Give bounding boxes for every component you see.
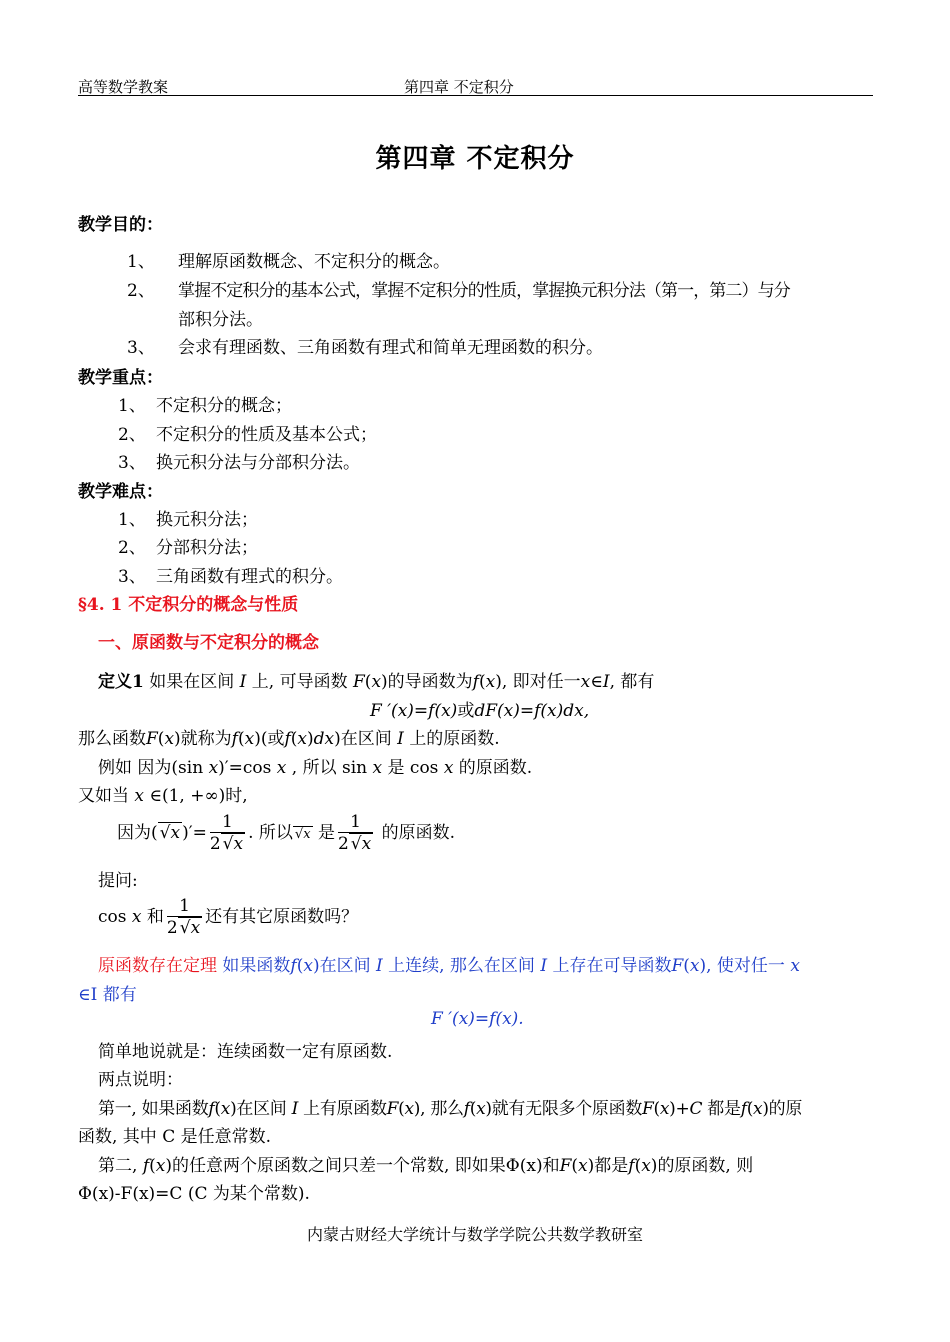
objective-num-1: 1、 [127,252,155,272]
objective-num-3: 3、 [127,338,155,358]
difficulty-num-1: 1、 [118,510,146,530]
keypoint-num-1: 1、 [118,396,146,416]
theorem: 原函数存在定理 如果函数f(x)在区间 I 上连续, 那么在区间 I 上存在可导函数F(x), 使对任一 x [98,956,800,976]
header-left: 高等数学教案 [78,78,169,96]
theorem-label: 原函数存在定理 [98,956,217,976]
difficulties-heading: 教学难点： [78,482,163,502]
header-rule [78,95,873,96]
point-2-line-2: Φ(x)-F(x)=C (C 为某个常数). [78,1184,310,1204]
keypoint-num-3: 3、 [118,453,146,473]
point-2: 第二, f(x)的任意两个原函数之间只差一个常数, 即如果Φ(x)和F(x)都是f(x)的原函数, 则 [98,1156,754,1176]
question-text: cos x 和 $\frac{1}{2 √x}$ 还有其它原函数吗？ [98,896,359,938]
section-heading: §4. 1 不定积分的概念与性质 [78,595,299,615]
definition-1: 定义1 如果在区间 I 上, 可导函数 F(x)的导函数为f(x), 即对任一x∈I, 都有 [98,672,655,692]
difficulty-text-2: 分部积分法； [156,538,258,558]
objective-text-1: 理解原函数概念、不定积分的概念。 [178,252,450,272]
example-sin-cos: 例如 因为(sin x)′=cos x , 所以 sin x 是 cos x 的原函数. [98,758,533,778]
fraction-question: $\frac{1}{2 √x}$ [166,896,201,938]
keypoint-text-2: 不定积分的性质及基本公式； [156,425,377,445]
difficulty-text-3: 三角函数有理式的积分。 [156,567,343,587]
objective-num-2: 2、 [127,281,155,301]
header-center: 第四章 不定积分 [404,78,514,96]
chapter-title: 第四章 不定积分 [375,144,575,174]
definition-formula: F ′(x)=f(x)或dF(x)=f(x)dx, [370,701,590,721]
keypoint-text-3: 换元积分法与分部积分法。 [156,453,360,473]
difficulty-num-3: 3、 [118,567,146,587]
example-interval: 又如当 x ∈(1, +∞)时, [78,786,248,806]
simple-statement: 简单地说就是：连续函数一定有原函数. [98,1042,393,1062]
example-sqrt: 因为( √x )′= $\frac{1}{2 √x}$ . 所以 √x 是 $\frac{1}{2 √x}$ 的原函数. [117,812,456,854]
footer: 内蒙古财经大学统计与数学学院公共数学教研室 [306,1225,643,1244]
fraction-1-over-2sqrtx: $\frac{1}{2 √x}$ [209,812,244,854]
keypoint-num-2: 2、 [118,425,146,445]
definition-label: 定义1 [98,672,144,692]
definition-conclusion: 那么函数F(x)就称为f(x)(或f(x)dx)在区间 I 上的原函数. [78,729,500,749]
keypoint-text-1: 不定积分的概念； [156,396,292,416]
difficulty-num-2: 2、 [118,538,146,558]
objective-text-2-cont: 部积分法。 [178,310,263,330]
point-1: 第一, 如果函数f(x)在区间 I 上有原函数F(x), 那么f(x)就有无限多个原函数F(x)+C 都是f(x)的原 [98,1099,803,1119]
objectives-heading: 教学目的： [78,215,163,235]
theorem-line-2: ∈I 都有 [78,985,137,1005]
fraction-1-over-2sqrtx-b: $\frac{1}{2 √x}$ [337,812,372,854]
objective-text-3: 会求有理函数、三角函数有理式和简单无理函数的积分。 [178,338,603,358]
keypoints-heading: 教学重点： [78,368,163,388]
objective-text-2: 掌握不定积分的基本公式，掌握不定积分的性质，掌握换元积分法（第一，第二）与分 [178,281,790,301]
theorem-formula: F ′(x)=f(x). [431,1009,524,1029]
point-1-line-2: 函数, 其中 C 是任意常数. [78,1127,272,1147]
two-points-heading: 两点说明： [98,1070,183,1090]
question-label: 提问: [98,871,138,891]
difficulty-text-1: 换元积分法； [156,510,258,530]
subsection-heading: 一、原函数与不定积分的概念 [98,633,319,653]
